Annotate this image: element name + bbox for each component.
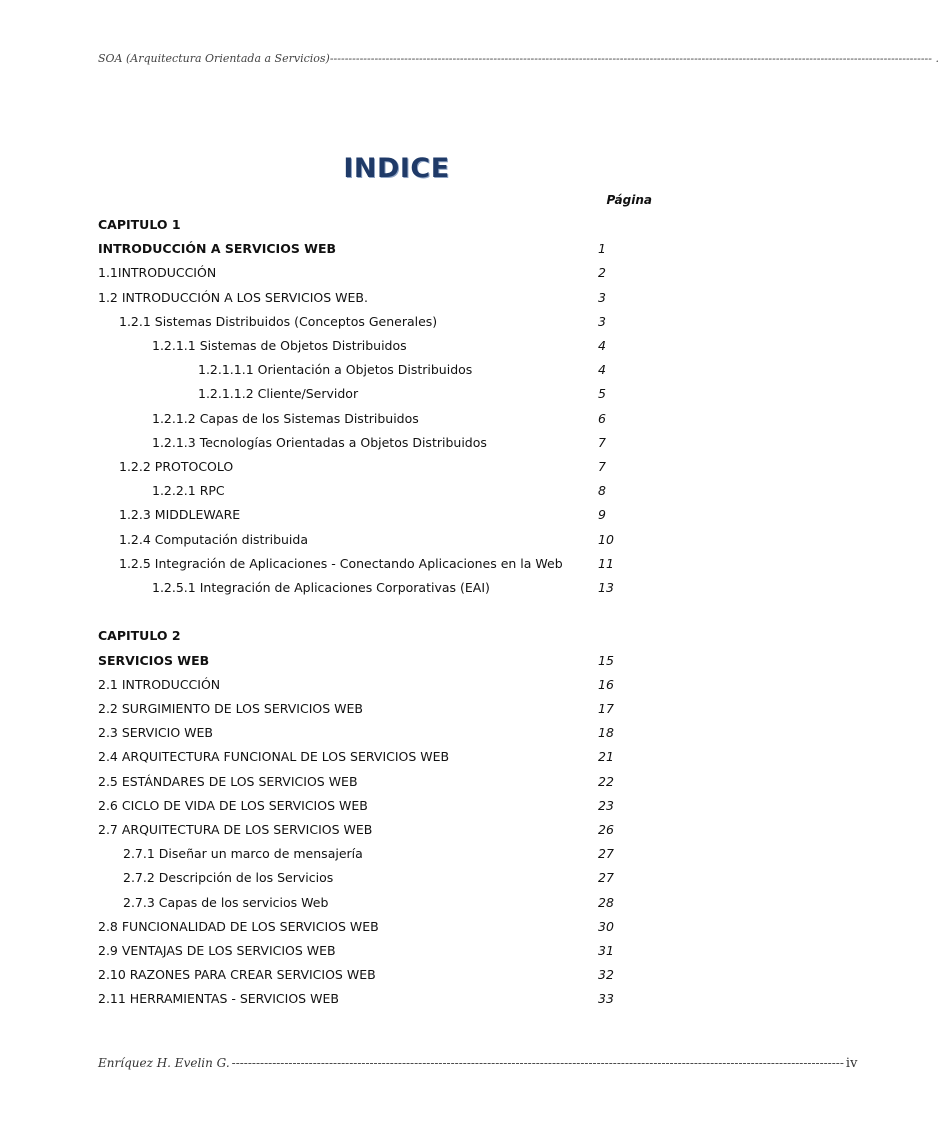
toc-entry-page: 15 xyxy=(598,652,614,668)
toc-entry-label: 2.7 ARQUITECTURA DE LOS SERVICIOS WEB xyxy=(98,822,373,837)
toc-entry-label: 1.2.1.2 Capas de los Sistemas Distribuidos xyxy=(152,410,419,426)
toc-entry xyxy=(98,843,658,865)
page-column-heading: Página xyxy=(606,193,652,207)
toc-entry-page: 32 xyxy=(598,967,614,983)
toc-entry-page: 33 xyxy=(598,991,614,1007)
toc-entry xyxy=(98,867,658,889)
toc-entry xyxy=(98,311,658,333)
toc-entry-page: 16 xyxy=(598,676,614,692)
toc-entry-page: 6 xyxy=(598,410,606,426)
toc-entry-label: 1.1INTRODUCCIÓN xyxy=(98,265,217,281)
toc-entry xyxy=(98,287,658,309)
toc-entry-label: 1.2.5 Integración de Aplicaciones - Conectando Aplicaciones en la Web xyxy=(119,555,563,571)
toc-entry xyxy=(98,940,658,962)
toc-entry-label: 1.2.2 PROTOCOLO xyxy=(119,459,234,474)
toc-entry-page: 11 xyxy=(598,555,614,571)
toc-entry-page: 18 xyxy=(598,725,614,741)
toc-entry-page: 10 xyxy=(598,531,614,547)
toc-entry-label: 2.1 INTRODUCCIÓN xyxy=(98,676,221,692)
toc-entry-page: 1 xyxy=(598,241,606,257)
toc-entry-page: 7 xyxy=(598,459,606,474)
toc-heading xyxy=(98,238,658,260)
running-header xyxy=(98,52,939,65)
toc-entry xyxy=(98,359,658,381)
toc-heading xyxy=(98,650,658,672)
toc-entry-page: 9 xyxy=(598,507,606,523)
toc-entry-label: 2.7.1 Diseñar un marco de mensajería xyxy=(123,846,363,862)
toc-entry-page: 27 xyxy=(598,846,614,862)
toc-entry xyxy=(98,456,658,478)
toc-entry-label: 1.2.1.1 Sistemas de Objetos Distribuidos xyxy=(152,338,407,353)
page-title: INDICE xyxy=(343,153,450,184)
header-dashes: ------------------------------------------------------------------------------------------------------------------------------------------------------------------ . xyxy=(329,52,939,65)
toc-entry-label: 2.4 ARQUITECTURA FUNCIONAL DE LOS SERVICIOS WEB xyxy=(98,749,450,765)
toc-entry-label: 2.3 SERVICIO WEB xyxy=(98,725,213,741)
toc-entry xyxy=(98,480,658,502)
toc-entry-page: 17 xyxy=(598,701,614,716)
toc-entry xyxy=(98,262,658,284)
toc-entry-page: 4 xyxy=(598,362,606,378)
toc-entry xyxy=(98,577,658,599)
toc-entry xyxy=(98,674,658,696)
toc-entry-label: 2.7.3 Capas de los servicios Web xyxy=(123,894,329,910)
toc-entry-page: 26 xyxy=(598,822,614,837)
toc-entry-page: 13 xyxy=(598,580,614,595)
toc-entry-label: 1.2.1.3 Tecnologías Orientadas a Objetos Distribuidos xyxy=(152,434,487,450)
toc-entry-label: 1.2 INTRODUCCIÓN A LOS SERVICIOS WEB. xyxy=(98,289,368,305)
toc-entry xyxy=(98,771,658,793)
toc-entry-page: 5 xyxy=(598,386,606,402)
toc-entry-page: 31 xyxy=(598,943,614,958)
toc-entry xyxy=(98,916,658,938)
toc-entry xyxy=(98,529,658,551)
toc-entry-label: 1.2.5.1 Integración de Aplicaciones Corporativas (EAI) xyxy=(152,580,490,595)
footer-page-number: iv xyxy=(845,1056,858,1071)
toc-entry-label: INTRODUCCIÓN A SERVICIOS WEB xyxy=(98,241,337,257)
toc-entry-page: 4 xyxy=(598,338,606,353)
toc-entry-page: 22 xyxy=(598,773,614,789)
toc-entry-page: 3 xyxy=(598,289,606,305)
toc-entry-label: 2.9 VENTAJAS DE LOS SERVICIOS WEB xyxy=(98,943,336,958)
toc-entry-label: 1.2.4 Computación distribuida xyxy=(119,531,308,547)
toc-entry-label: 2.7.2 Descripción de los Servicios xyxy=(123,870,334,886)
toc-heading xyxy=(98,625,658,647)
toc-entry-label: CAPITULO 2 xyxy=(98,628,181,644)
toc-entry-page: 23 xyxy=(598,797,614,813)
toc-entry xyxy=(98,408,658,430)
header-title: SOA (Arquitectura Orientada a Servicios) xyxy=(98,52,330,65)
toc-entry-label: CAPITULO 1 xyxy=(98,217,181,232)
toc-entry-label: 2.10 RAZONES PARA CREAR SERVICIOS WEB xyxy=(98,967,376,983)
toc-entry-page: 21 xyxy=(598,749,614,765)
toc-entry-label: 1.2.1.1.1 Orientación a Objetos Distribuidos xyxy=(198,362,473,378)
toc-entry-page: 8 xyxy=(598,483,606,499)
running-footer xyxy=(98,1056,858,1071)
footer-dashes: ------------------------------------------------------------------------------------------------------------------------------------------------------- xyxy=(231,1056,844,1070)
toc-entry-label: 1.2.2.1 RPC xyxy=(152,483,225,499)
toc-entry-label: 2.8 FUNCIONALIDAD DE LOS SERVICIOS WEB xyxy=(98,918,379,934)
toc-entry-page: 7 xyxy=(598,434,606,450)
toc-entry xyxy=(98,383,658,405)
toc-entry-label: 1.2.1 Sistemas Distribuidos (Conceptos Generales) xyxy=(119,313,438,329)
toc-entry-label: 2.11 HERRAMIENTAS - SERVICIOS WEB xyxy=(98,991,339,1007)
toc-entry-page: 3 xyxy=(598,313,606,329)
toc-entry xyxy=(98,819,658,841)
footer-author: Enríquez H. Evelin G. xyxy=(98,1056,230,1070)
toc-entry xyxy=(98,335,658,357)
toc-entry-page: 27 xyxy=(598,870,614,886)
toc-entry xyxy=(98,795,658,817)
toc-entry xyxy=(98,988,658,1010)
toc-entry xyxy=(98,722,658,744)
toc-entry xyxy=(98,698,658,720)
toc-entry-page: 2 xyxy=(598,265,606,281)
toc-entry xyxy=(98,964,658,986)
toc-entry xyxy=(98,504,658,526)
toc-heading xyxy=(98,214,658,236)
toc-entry xyxy=(98,892,658,914)
toc-entry-label: 2.2 SURGIMIENTO DE LOS SERVICIOS WEB xyxy=(98,701,363,716)
toc-entry-label: 1.2.1.1.2 Cliente/Servidor xyxy=(198,386,359,402)
toc-entry-label: SERVICIOS WEB xyxy=(98,652,210,668)
toc-entry-label: 2.6 CICLO DE VIDA DE LOS SERVICIOS WEB xyxy=(98,797,368,813)
toc-entry xyxy=(98,746,658,768)
toc-entry-label: 1.2.3 MIDDLEWARE xyxy=(119,507,241,523)
toc-entry-page: 28 xyxy=(598,894,614,910)
toc-entry xyxy=(98,432,658,454)
toc-entry-label: 2.5 ESTÁNDARES DE LOS SERVICIOS WEB xyxy=(98,773,358,789)
toc-entry-page: 30 xyxy=(598,918,614,934)
toc-entry xyxy=(98,553,658,575)
